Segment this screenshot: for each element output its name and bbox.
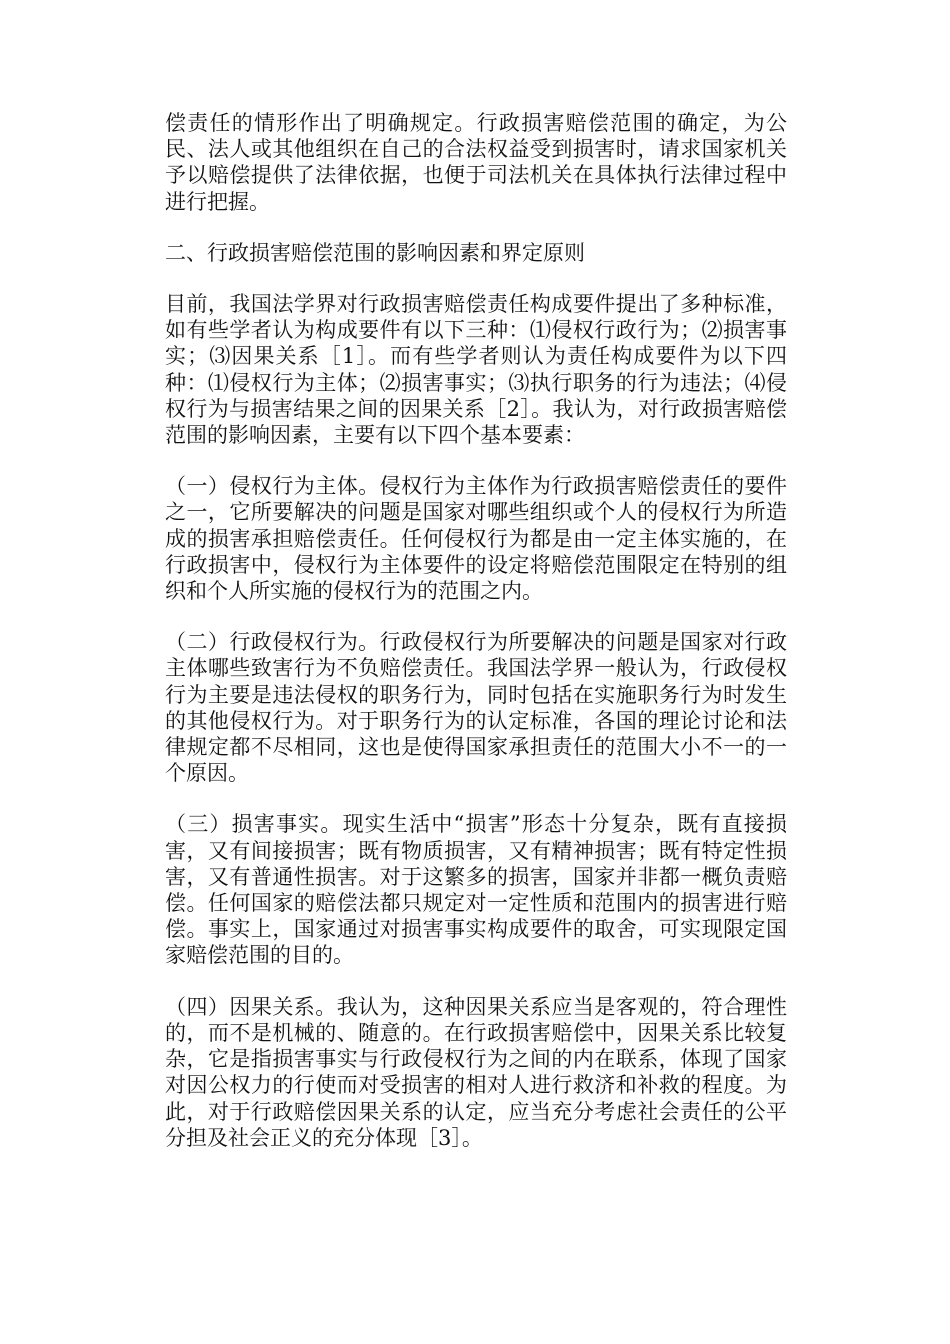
document-body xyxy=(165,110,787,1176)
paragraph-elements-overview: 目前，我国法学界对行政损害赔偿责任构成要件提出了多种标准，如有些学者认为构成要件有以下三种：⑴侵权行政行为；⑵损害事实；⑶因果关系［1］。而有些学者则认为责任构成要件为以下四种：⑴侵权行为主体；⑵损害事实；⑶执行职务的行为违法；⑷侵权行为与损害结果之间的因果关系［2］。我认为，对行政损害赔偿范围的影响因素，主要有以下四个基本要素： xyxy=(165,292,787,448)
paragraph-administrative-tort: （二）行政侵权行为。行政侵权行为所要解决的问题是国家对行政主体哪些致害行为不负赔偿责任。我国法学界一般认为，行政侵权行为主要是违法侵权的职务行为，同时包括在实施职务行为时发生的其他侵权行为。对于职务行为的认定标准，各国的理论讨论和法律规定都不尽相同，这也是使得国家承担责任的范围大小不一的一个原因。 xyxy=(165,630,787,786)
paragraph-causation: （四）因果关系。我认为，这种因果关系应当是客观的，符合理性的，而不是机械的、随意的。在行政损害赔偿中，因果关系比较复杂，它是指损害事实与行政侵权行为之间的内在联系，体现了国家对因公权力的行使而对受损害的相对人进行救济和补救的程度。为此，对于行政赔偿因果关系的认定，应当充分考虑社会责任的公平分担及社会正义的充分体现［3］。 xyxy=(165,994,787,1150)
paragraph-intro-continuation: 偿责任的情形作出了明确规定。行政损害赔偿范围的确定，为公民、法人或其他组织在自己的合法权益受到损害时，请求国家机关予以赔偿提供了法律依据，也便于司法机关在具体执行法律过程中进行把握。 xyxy=(165,111,787,214)
section-heading: 二、行政损害赔偿范围的影响因素和界定原则 xyxy=(165,240,585,265)
paragraph-tort-subject: （一）侵权行为主体。侵权行为主体作为行政损害赔偿责任的要件之一，它所要解决的问题是国家对哪些组织或个人的侵权行为所造成的损害承担赔偿责任。任何侵权行为都是由一定主体实施的，在行政损害中，侵权行为主体要件的设定将赔偿范围限定在特别的组织和个人所实施的侵权行为的范围之内。 xyxy=(165,474,787,604)
paragraph-damage-fact: （三）损害事实。现实生活中“损害”形态十分复杂，既有直接损害，又有间接损害；既有物质损害，又有精神损害；既有特定性损害，又有普通性损害。对于这繁多的损害，国家并非都一概负责赔偿。任何国家的赔偿法都只规定对一定性质和范围内的损害进行赔偿。事实上，国家通过对损害事实构成要件的取舍，可实现限定国家赔偿范围的目的。 xyxy=(165,812,787,968)
